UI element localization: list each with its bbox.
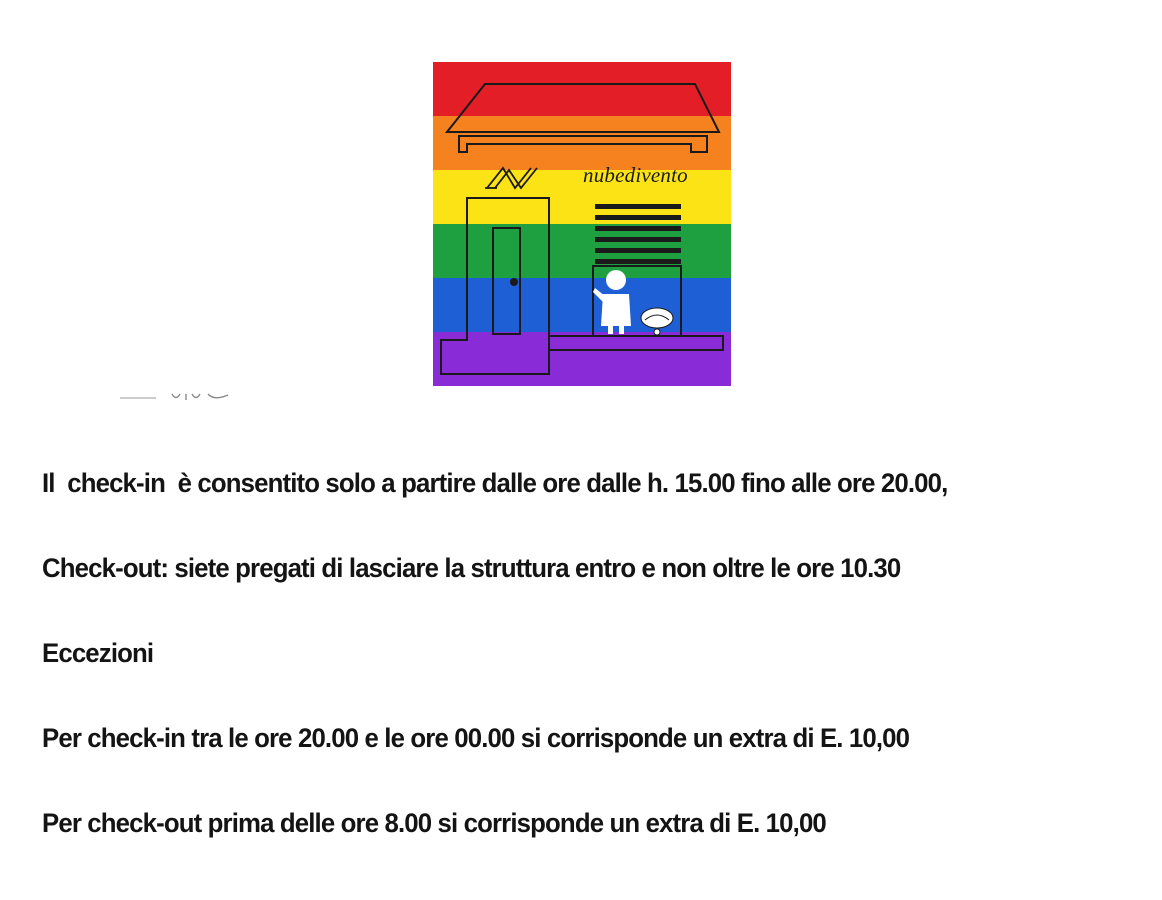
checkin-hours-text: Il check-in è consentito solo a partire dalle ore dalle h. 15.00 fino alle ore 20.00,	[42, 468, 948, 498]
stray-mark	[120, 392, 235, 402]
stripe-purple	[433, 332, 731, 386]
checkout-hours-text: Check-out: siete pregati di lasciare la struttura entro e non oltre le ore 10.30	[42, 553, 901, 583]
door-knob-icon	[510, 278, 518, 286]
stripe-red	[433, 62, 731, 116]
brand-name: nubedivento	[583, 163, 688, 187]
late-checkin-fee-text: Per check-in tra le ore 20.00 e le ore 00.00 si corrisponde un extra di E. 10,00	[42, 723, 910, 753]
nubedivento-logo	[433, 62, 731, 386]
stripe-green	[433, 224, 731, 278]
early-checkout-fee-text: Per check-out prima delle ore 8.00 si corrisponde un extra di E. 10,00	[42, 808, 826, 838]
exceptions-heading: Eccezioni	[42, 638, 154, 668]
rainbow-house-logo-graphic	[433, 62, 731, 386]
stripe-blue	[433, 278, 731, 332]
